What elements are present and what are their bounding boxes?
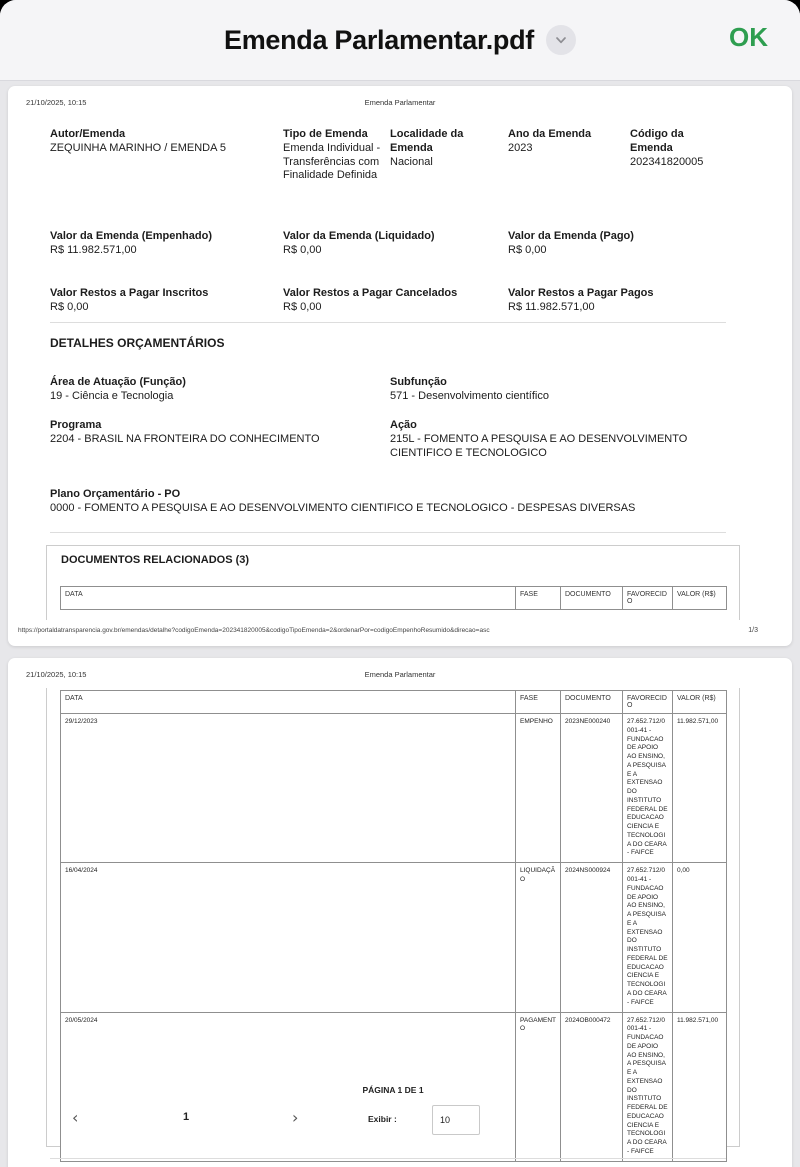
current-page-number[interactable]: 1 [183, 1111, 190, 1123]
exibir-input[interactable] [432, 1105, 480, 1135]
chevron-right-icon[interactable] [292, 1110, 298, 1126]
field-programa: Programa 2204 - BRASIL NA FRONTEIRA DO CONHECIMENTO [50, 419, 320, 445]
col-documento: DOCUMENTO [561, 691, 623, 714]
source-url: https://portaldatransparencia.gov.br/emendas/detalhe?codigoEmenda=202341820005&codigoTipoEmenda=2&ordenarPor=codigoEmpenhoResumido&direcao=asc [18, 627, 490, 634]
documentos-title: DOCUMENTOS RELACIONADOS (3) [61, 554, 250, 566]
page-indicator: 1/3 [748, 627, 758, 634]
field-rap-cancelados: Valor Restos a Pagar Cancelados R$ 0,00 [283, 287, 458, 313]
col-data: DATA [61, 587, 516, 610]
field-ano-emenda: Ano da Emenda 2023 [508, 128, 592, 154]
field-valor-liquidado: Valor da Emenda (Liquidado) R$ 0,00 [283, 230, 435, 256]
exibir-label: Exibir : [368, 1114, 397, 1124]
col-fase: FASE [516, 587, 561, 610]
section-divider [50, 1158, 726, 1159]
section-divider [50, 322, 726, 323]
pdf-page-1 [8, 86, 792, 646]
col-data: DATA [61, 691, 516, 714]
col-favorecido: FAVORECIDO [623, 587, 673, 610]
field-acao: Ação 215L - FOMENTO A PESQUISA E AO DESENVOLVIMENTO CIENTIFICO E TECNOLOGICO [390, 419, 688, 459]
col-favorecido: FAVORECIDO [623, 691, 673, 714]
col-valor: VALOR (R$) [673, 587, 727, 610]
chevron-down-icon [553, 32, 569, 48]
field-plano-orcamentario: Plano Orçamentário - PO 0000 - FOMENTO A PESQUISA E AO DESENVOLVIMENTO CIENTIFICO E TECNOLOGICO - DESPESAS DIVERSAS [50, 488, 636, 514]
field-valor-pago: Valor da Emenda (Pago) R$ 0,00 [508, 230, 634, 256]
titlebar [0, 0, 800, 80]
table-row: 20/05/2024 PAGAMENTO 2024OB000472 27.652.712/0001-41 - FUNDACAO DE APOIO AO ENSINO, A PESQUISA E A EXTENSAO DO INSTITUTO FEDERAL DE EDUCACAO CIENCIA E TECNOLOGIA DO CEARA - FAIFCE 11.982.571,00 [61, 1012, 727, 1161]
field-tipo-emenda: Tipo de Emenda Emenda Individual - Transferências com Finalidade Definida [283, 128, 381, 182]
field-autor-emenda: Autor/Emenda ZEQUINHA MARINHO / EMENDA 5 [50, 128, 227, 154]
print-header-title: Emenda Parlamentar [364, 670, 436, 679]
pdf-page-2 [8, 658, 792, 1167]
col-valor: VALOR (R$) [673, 691, 727, 714]
chevron-left-icon[interactable] [72, 1110, 78, 1126]
field-rap-pagos: Valor Restos a Pagar Pagos R$ 11.982.571,00 [508, 287, 654, 313]
field-area-atuacao: Área de Atuação (Função) 19 - Ciência e Tecnologia [50, 376, 186, 402]
detalhes-section-title: DETALHES ORÇAMENTÁRIOS [50, 336, 225, 350]
print-timestamp: 21/10/2025, 10:15 [26, 98, 87, 107]
field-subfuncao: Subfunção 571 - Desenvolvimento científico [390, 376, 549, 402]
section-divider [50, 532, 726, 533]
table-header-row [61, 691, 727, 714]
ok-button[interactable]: OK [729, 22, 768, 52]
field-valor-empenhado: Valor da Emenda (Empenhado) R$ 11.982.571,00 [50, 230, 212, 256]
field-localidade: Localidade da Emenda Nacional [390, 128, 464, 168]
col-documento: DOCUMENTO [561, 587, 623, 610]
title-dropdown-button[interactable] [546, 25, 576, 55]
col-fase: FASE [516, 691, 561, 714]
print-timestamp: 21/10/2025, 10:15 [26, 670, 87, 679]
pagina-info: PÁGINA 1 DE 1 [362, 1085, 424, 1095]
field-codigo-emenda: Código da Emenda 202341820005 [630, 128, 704, 168]
document-title: Emenda Parlamentar.pdf [223, 24, 534, 55]
table-row: 16/04/2024 LIQUIDAÇÃO 2024NS000924 27.652.712/0001-41 - FUNDACAO DE APOIO AO ENSINO, A PESQUISA E A EXTENSAO DO INSTITUTO FEDERAL DE EDUCACAO CIENCIA E TECNOLOGIA DO CEARA - FAIFCE 0,00 [61, 863, 727, 1012]
documentos-table-header [60, 586, 727, 610]
field-rap-inscritos: Valor Restos a Pagar Inscritos R$ 0,00 [50, 287, 209, 313]
print-header-title: Emenda Parlamentar [364, 98, 436, 107]
table-row: 29/12/2023 EMPENHO 2023NE000240 27.652.712/0001-41 - FUNDACAO DE APOIO AO ENSINO, A PESQUISA E A EXTENSAO DO INSTITUTO FEDERAL DE EDUCACAO CIENCIA E TECNOLOGIA DO CEARA - FAIFCE 11.982.571,00 [61, 714, 727, 863]
